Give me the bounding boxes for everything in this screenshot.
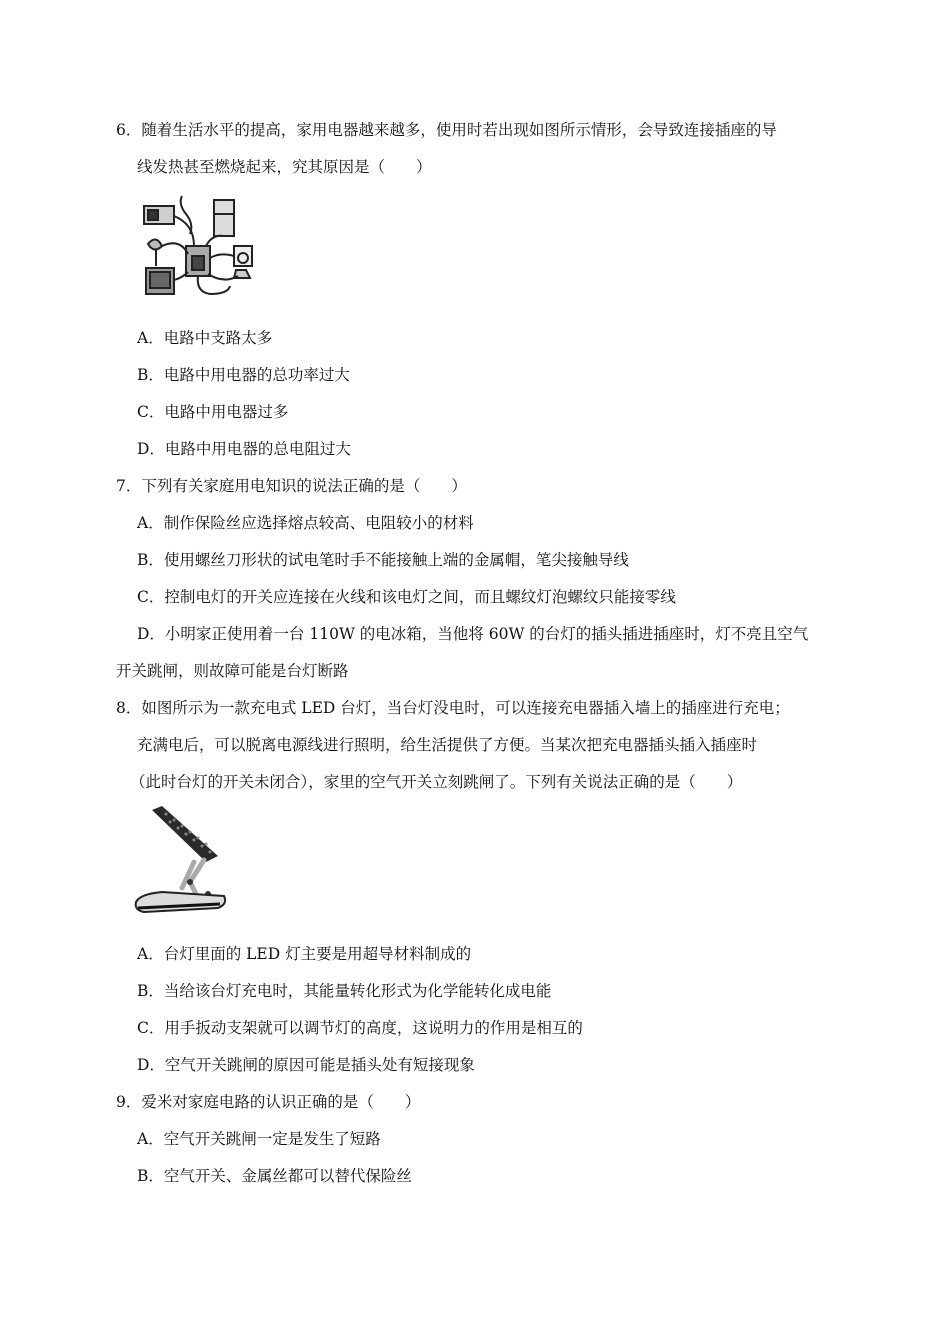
question-8-option-c: C．用手扳动支架就可以调节灯的高度，这说明力的作用是相互的 (137, 1019, 583, 1037)
question-7-option-c: C．控制电灯的开关应连接在火线和该电灯之间，而且螺纹灯泡螺纹只能接零线 (137, 588, 676, 606)
question-8-option-b: B．当给该台灯充电时，其能量转化形式为化学能转化成电能 (137, 982, 552, 1000)
question-8-stem-line-3: （此时台灯的开关未闭合），家里的空气开关立刻跳闸了。下列有关说法正确的是（ ） (130, 773, 743, 791)
question-7-option-b: B．使用螺丝刀形状的试电笔时手不能接触上端的金属帽，笔尖接触导线 (137, 551, 629, 569)
question-7-option-d-continuation: 开关跳闸，则故障可能是台灯断路 (116, 662, 349, 680)
question-6-option-a: A．电路中支路太多 (137, 329, 273, 347)
question-8-option-d: D．空气开关跳闸的原因可能是插头处有短接现象 (137, 1056, 475, 1074)
question-8-stem-line-2: 充满电后，可以脱离电源线进行照明，给生活提供了方便。当某次把充电器插头插入插座时 (137, 736, 758, 754)
question-7-option-a: A．制作保险丝应选择熔点较高、电阻较小的材料 (137, 514, 474, 532)
question-8-stem-line-1: 8．如图所示为一款充电式 LED 台灯，当台灯没电时，可以连接充电器插入墙上的插座进行充电； (116, 699, 790, 717)
question-9-option-a: A．空气开关跳闸一定是发生了短路 (137, 1130, 381, 1148)
question-7-stem-line-1: 7．下列有关家庭用电知识的说法正确的是（ ） (116, 477, 467, 495)
led-desk-lamp-figure (132, 804, 232, 916)
question-6-option-b: B．电路中用电器的总功率过大 (137, 366, 350, 384)
question-9-option-b: B．空气开关、金属丝都可以替代保险丝 (137, 1167, 412, 1185)
question-7-option-d: D．小明家正使用着一台 110W 的电冰箱，当他将 60W 的台灯的插头插进插座时，灯不亮且空气 (137, 625, 809, 643)
question-6-stem-line-1: 6．随着生活水平的提高，家用电器越来越多，使用时若出现如图所示情形，会导致连接插座的导 (116, 121, 777, 139)
question-6-stem-line-2: 线发热甚至燃烧起来，究其原因是（ ） (137, 158, 432, 176)
question-6-option-c: C．电路中用电器过多 (137, 403, 289, 421)
question-8-option-a: A．台灯里面的 LED 灯主要是用超导材料制成的 (137, 945, 472, 963)
question-9-stem-line-1: 9．爱米对家庭电路的认识正确的是（ ） (116, 1093, 421, 1111)
household-appliances-figure (138, 194, 268, 306)
question-6-option-d: D．电路中用电器的总电阻过大 (137, 440, 351, 458)
